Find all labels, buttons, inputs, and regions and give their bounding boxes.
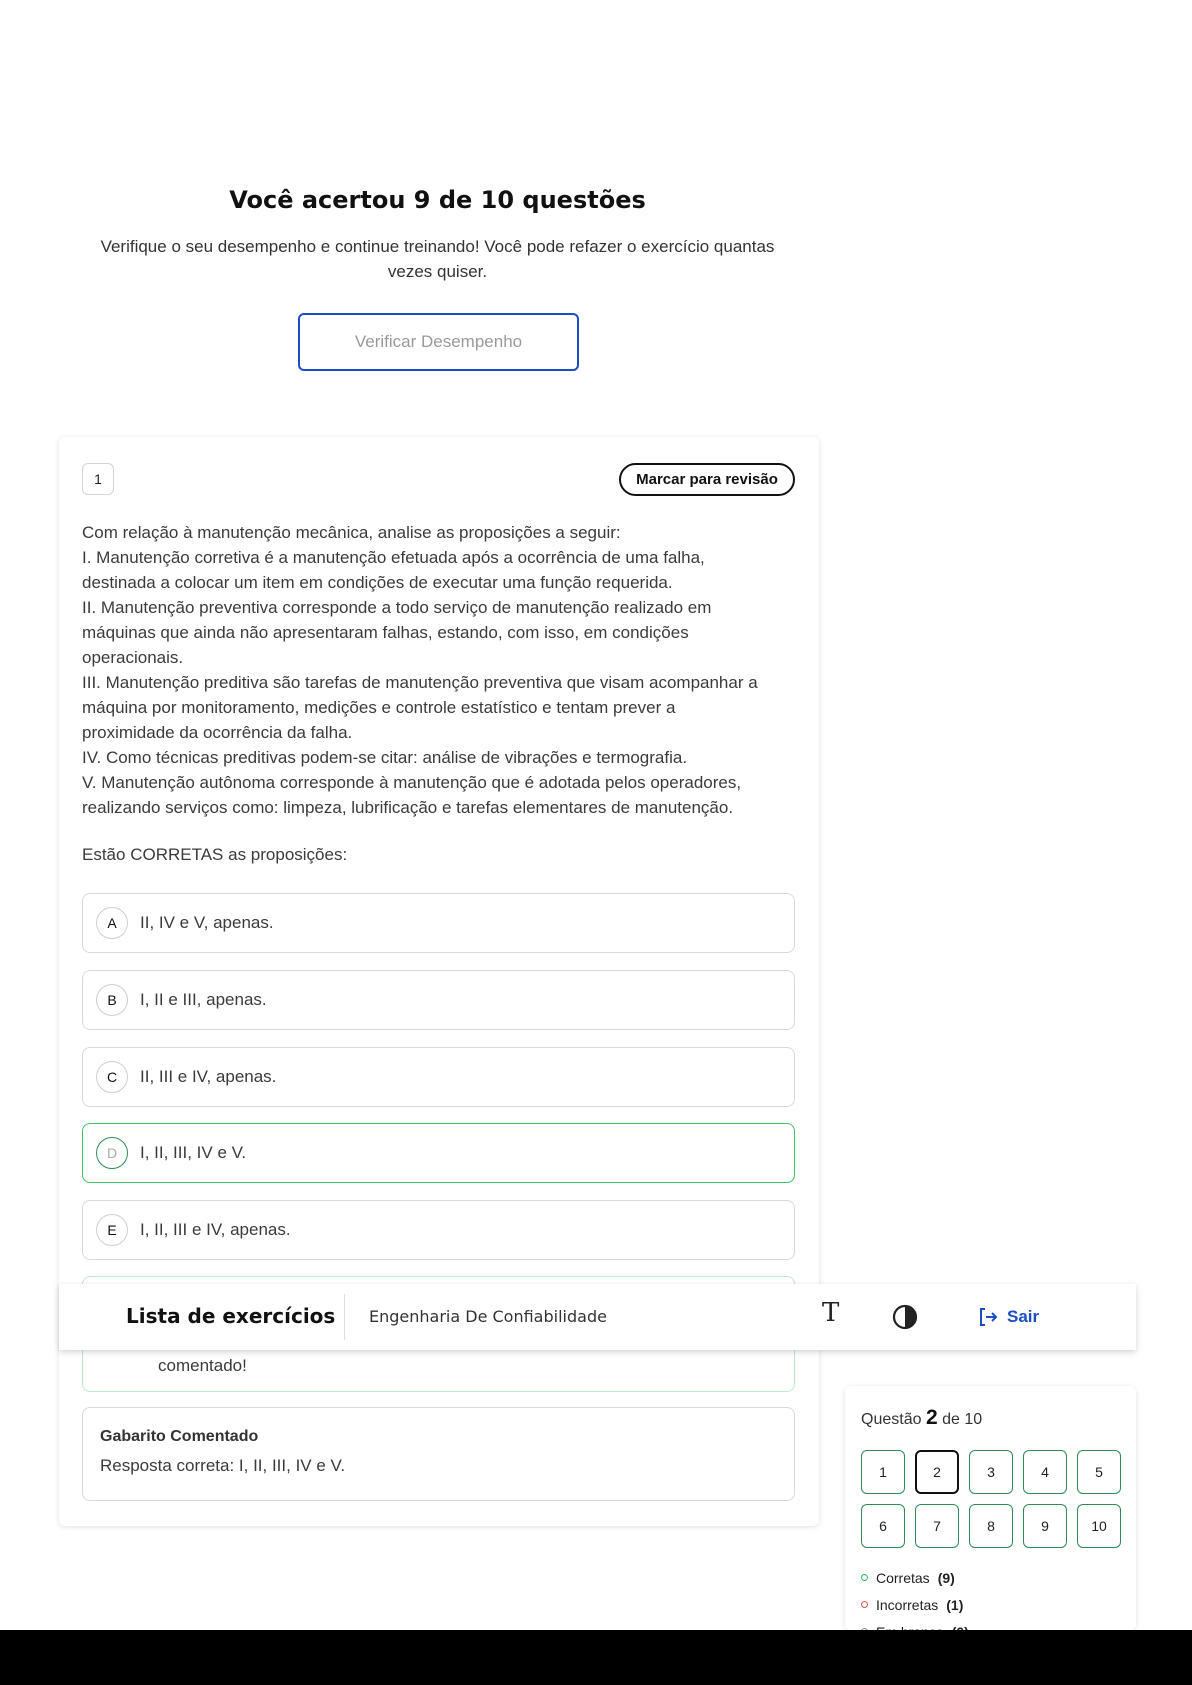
question-button-5[interactable]: 5 bbox=[1077, 1450, 1121, 1494]
legend-incorrect bbox=[861, 1591, 969, 1618]
result-summary bbox=[80, 186, 795, 284]
statement-line: máquina por monitoramento, medições e controle estatístico e tentam prever a bbox=[82, 698, 676, 717]
exit-label: Sair bbox=[1007, 1307, 1040, 1326]
option-c[interactable] bbox=[82, 1047, 795, 1107]
question-number-badge: 1 bbox=[82, 463, 114, 495]
top-navbar bbox=[59, 1284, 1136, 1350]
question-button-10[interactable]: 10 bbox=[1077, 1504, 1121, 1548]
question-button-7[interactable]: 7 bbox=[915, 1504, 959, 1548]
statement-line: proximidade da ocorrência da falha. bbox=[82, 723, 353, 742]
option-text: I, II, III, IV e V. bbox=[140, 1143, 247, 1162]
subject-name: Engenharia De Confiabilidade bbox=[369, 1307, 607, 1326]
statement-line: III. Manutenção preditiva são tarefas de manutenção preventiva que visam acompanhar a bbox=[82, 673, 758, 692]
option-letter: D bbox=[96, 1137, 128, 1169]
verify-performance-button[interactable]: Verificar Desempenho bbox=[298, 313, 579, 371]
legend-label: Incorretas bbox=[876, 1596, 939, 1613]
question-card bbox=[59, 437, 819, 1526]
option-text: II, III e IV, apenas. bbox=[140, 1067, 277, 1086]
legend-count: (9) bbox=[937, 1569, 955, 1586]
option-e[interactable] bbox=[82, 1200, 795, 1260]
option-letter: E bbox=[96, 1214, 128, 1246]
statement-line: operacionais. bbox=[82, 648, 184, 667]
statement-line: máquinas que ainda não apresentaram falhas, estando, com isso, em condições bbox=[82, 623, 689, 642]
question-navigator bbox=[845, 1386, 1136, 1630]
statement-line: IV. Como técnicas preditivas podem-se citar: análise de vibrações e termografia. bbox=[82, 748, 688, 767]
question-button-4[interactable]: 4 bbox=[1023, 1450, 1067, 1494]
counter-prefix: Questão bbox=[861, 1411, 922, 1428]
feedback-text: comentado! bbox=[158, 1356, 247, 1375]
statement-line: I. Manutenção corretiva é a manutenção efetuada após a ocorrência de uma falha, bbox=[82, 548, 705, 567]
option-text: I, II e III, apenas. bbox=[140, 990, 267, 1009]
bottom-black-bar bbox=[0, 1630, 1192, 1685]
exit-button[interactable] bbox=[977, 1302, 1039, 1332]
correct-dot-icon bbox=[861, 1574, 868, 1581]
statement-line: V. Manutenção autônoma corresponde à manutenção que é adotada pelos operadores, bbox=[82, 773, 742, 792]
question-prompt: Estão CORRETAS as proposições: bbox=[82, 845, 348, 864]
option-letter: A bbox=[96, 907, 128, 939]
commented-answer-box bbox=[82, 1407, 795, 1501]
statement-line: Com relação à manutenção mecânica, analise as proposições a seguir: bbox=[82, 523, 621, 542]
legend-count: (1) bbox=[946, 1596, 964, 1613]
option-d-correct[interactable] bbox=[82, 1123, 795, 1183]
correct-answer-text: Resposta correta: I, II, III, IV e V. bbox=[100, 1456, 346, 1475]
contrast-icon[interactable] bbox=[892, 1304, 918, 1330]
question-button-2[interactable]: 2 bbox=[915, 1450, 959, 1494]
question-button-1[interactable]: 1 bbox=[861, 1450, 905, 1494]
question-button-6[interactable]: 6 bbox=[861, 1504, 905, 1548]
option-text: II, IV e V, apenas. bbox=[140, 913, 274, 932]
navbar-divider bbox=[344, 1294, 345, 1340]
question-statement bbox=[82, 520, 794, 820]
statement-line: realizando serviços como: limpeza, lubrificação e tarefas elementares de manutenção. bbox=[82, 798, 734, 817]
statement-line: II. Manutenção preventiva corresponde a todo serviço de manutenção realizado em bbox=[82, 598, 712, 617]
option-text: I, II, III e IV, apenas. bbox=[140, 1220, 291, 1239]
logout-icon bbox=[977, 1306, 999, 1328]
legend-label: Corretas bbox=[876, 1569, 930, 1586]
question-counter bbox=[861, 1406, 982, 1430]
option-a[interactable] bbox=[82, 893, 795, 953]
counter-suffix: de 10 bbox=[942, 1411, 983, 1428]
exercise-list-title: Lista de exercícios bbox=[126, 1304, 336, 1328]
option-letter: C bbox=[96, 1061, 128, 1093]
question-button-8[interactable]: 8 bbox=[969, 1504, 1013, 1548]
option-b[interactable] bbox=[82, 970, 795, 1030]
result-subtitle: Verifique o seu desempenho e continue treinando! Você pode refazer o exercício quantas vezes quiser. bbox=[100, 237, 775, 281]
font-size-icon[interactable]: T bbox=[822, 1298, 840, 1328]
question-button-3[interactable]: 3 bbox=[969, 1450, 1013, 1494]
legend-correct bbox=[861, 1564, 969, 1591]
result-title: Você acertou 9 de 10 questões bbox=[229, 186, 646, 214]
commented-answer-title: Gabarito Comentado bbox=[100, 1428, 259, 1445]
counter-current: 2 bbox=[925, 1406, 938, 1429]
option-letter: B bbox=[96, 984, 128, 1016]
question-button-9[interactable]: 9 bbox=[1023, 1504, 1067, 1548]
incorrect-dot-icon bbox=[861, 1601, 868, 1608]
statement-line: destinada a colocar um item em condições de executar uma função requerida. bbox=[82, 573, 673, 592]
mark-for-review-button[interactable]: Marcar para revisão bbox=[619, 463, 795, 496]
